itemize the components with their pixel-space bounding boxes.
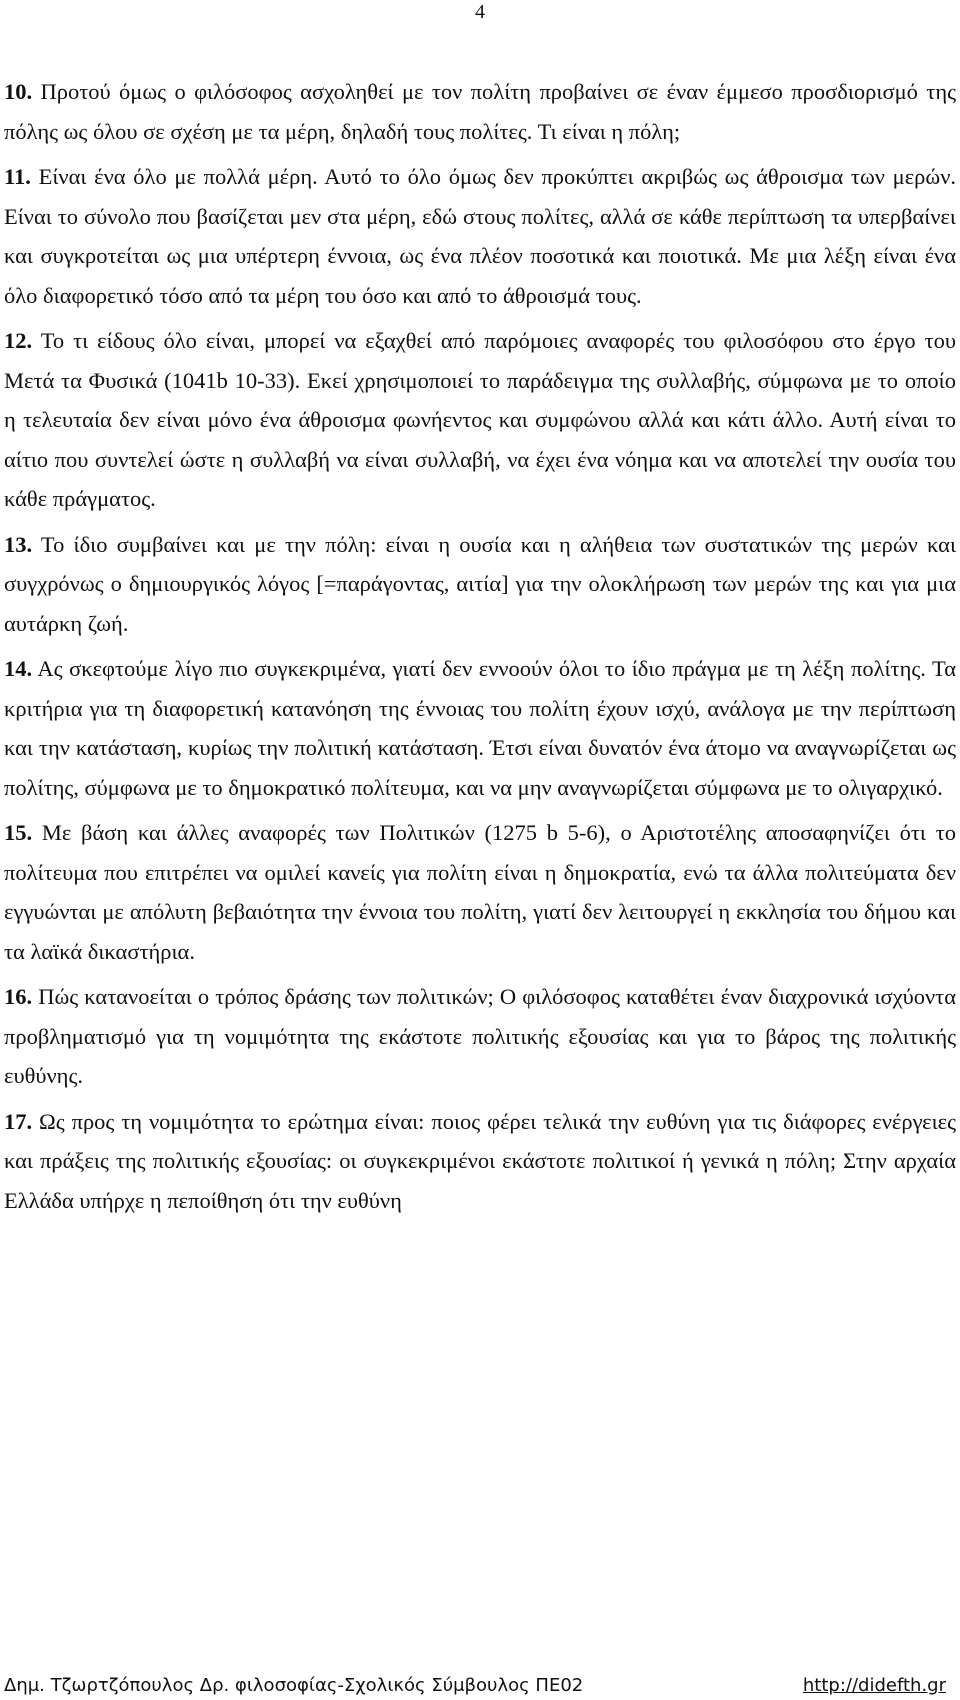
paragraph-text: Είναι ένα όλο με πολλά μέρη. Αυτό το όλο όμως δεν προκύπτει ακριβώς ως άθροισμα των μερών. Είναι το σύνολο που βασίζεται μεν στα μέρη, εδώ στους πολίτες, αλλά σε κάθε περίπτωση τα υπερβαίνει και συγκροτείται ως μια υπέρτερη έννοια, ως ένα πλέον ποσοτικά και ποιοτικά. Με μια λέξη είναι ένα όλο διαφορετικό τόσο από τα μέρη του όσο και από το άθροισμά τους. bbox=[4, 164, 957, 308]
paragraph-text: Ας σκεφτούμε λίγο πιο συγκεκριμένα, γιατί δεν εννοούν όλοι το ίδιο πράγμα με τη λέξη πολίτης. Τα κριτήρια για τη διαφορετική κατανόηση της έννοιας του πολίτη έχουν ισχύ, ανάλογα με την περίπτωση και την κατάσταση, κυρίως την πολιτική κατάσταση. Έτσι είναι δυνατόν ένα άτομο να αναγνωρίζεται ως πολίτης, σύμφωνα με το δημοκρατικό πολίτευμα, και να μην αναγνωρίζεται σύμφωνα με το ολιγαρχικό. bbox=[4, 656, 956, 800]
paragraph-17 bbox=[4, 1102, 956, 1221]
paragraph-number: 12. bbox=[4, 328, 33, 353]
page-footer bbox=[4, 1674, 956, 1698]
paragraph-text: Ως προς τη νομιμότητα το ερώτημα είναι: ποιος φέρει τελικά την ευθύνη για τις διάφορες ενέργειες και πράξεις της πολιτικής εξουσίας: οι συγκεκριμένοι εκάστοτε πολιτικοί ή γενικά η πόλη; Στην αρχαία Ελλάδα υπήρχε η πεποίθηση ότι την ευθύνη bbox=[4, 1108, 956, 1213]
paragraph-number: 13. bbox=[4, 531, 33, 557]
paragraph-10 bbox=[4, 72, 956, 151]
paragraph-text: Το ίδιο συμβαίνει και με την πόλη: είναι η ουσία και η αλήθεια των συστατικών της μερών και συγχρόνως ο δημιουργικός λόγος [=παράγοντας, αιτία] για την ολοκλήρωση των μερών της και για μια αυτάρκη ζωή. bbox=[4, 531, 957, 636]
footer-link[interactable]: http://didefth.gr bbox=[802, 1675, 946, 1696]
paragraph-number: 14. bbox=[4, 656, 33, 681]
page-number: 4 bbox=[475, 1, 485, 23]
paragraph-text: Με βάση και άλλες αναφορές των Πολιτικών (1275 b 5-6), ο Αριστοτέλης αποσαφηνίζει ότι το πολίτευμα που επιτρέπει να ομιλεί κανείς για πολίτη είναι η δημοκρατία, ενώ τα άλλα πολιτεύματα δεν εγγυώνται με απόλυτη βεβαιότητα την έννοια του πολίτη, γιατί δεν λειτουργεί η εκκλησία του δήμου και τα λαϊκά δικαστήρια. bbox=[4, 820, 956, 964]
paragraph-text: Προτού όμως ο φιλόσοφος ασχοληθεί με τον πολίτη προβαίνει σε έναν έμμεσο προσδιορισμό της πόλης ως όλου σε σχέση με τα μέρη, δηλαδή τους πολίτες. Τι είναι η πόλη; bbox=[4, 79, 956, 144]
paragraph-12 bbox=[4, 321, 956, 519]
paragraph-13 bbox=[4, 525, 956, 644]
paragraph-15 bbox=[4, 813, 956, 971]
paragraph-number: 10. bbox=[4, 79, 33, 104]
paragraph-number: 16. bbox=[4, 984, 33, 1009]
paragraph-11 bbox=[4, 157, 956, 315]
paragraph-number: 15. bbox=[4, 820, 33, 845]
paragraph-number: 11. bbox=[4, 164, 31, 189]
paragraph-16 bbox=[4, 977, 956, 1096]
paragraph-text: Πώς κατανοείται ο τρόπος δράσης των πολιτικών; Ο φιλόσοφος καταθέτει έναν διαχρονικά ισχύοντα προβληματισμό για τη νομιμότητα της εκάστοτε πολιτικής εξουσίας και για το βάρος της πολιτικής ευθύνης. bbox=[4, 984, 957, 1088]
footer-author: Δημ. Τζωρτζόπουλος Δρ. φιλοσοφίας-Σχολικός Σύμβουλος ΠΕ02 bbox=[4, 1675, 584, 1696]
paragraph-text: Το τι είδους όλο είναι, μπορεί να εξαχθεί από παρόμοιες αναφορές του φιλοσόφου στο έργο του Μετά τα Φυσικά (1041b 10-33). Εκεί χρησιμοποιεί το παράδειγμα της συλλαβής, σύμφωνα με το οποίο η τελευταία δεν είναι μόνο ένα άθροισμα φωνήεντος και συμφώνου αλλά και κάτι άλλο. Αυτή είναι το αίτιο που συντελεί ώστε η συλλαβή να είναι συλλαβή, να έχει ένα νόημα και να αποτελεί την ουσία του κάθε πράγματος. bbox=[4, 328, 956, 511]
paragraph-number: 17. bbox=[4, 1108, 33, 1134]
paragraph-14 bbox=[4, 649, 956, 807]
document-body bbox=[4, 72, 956, 1226]
